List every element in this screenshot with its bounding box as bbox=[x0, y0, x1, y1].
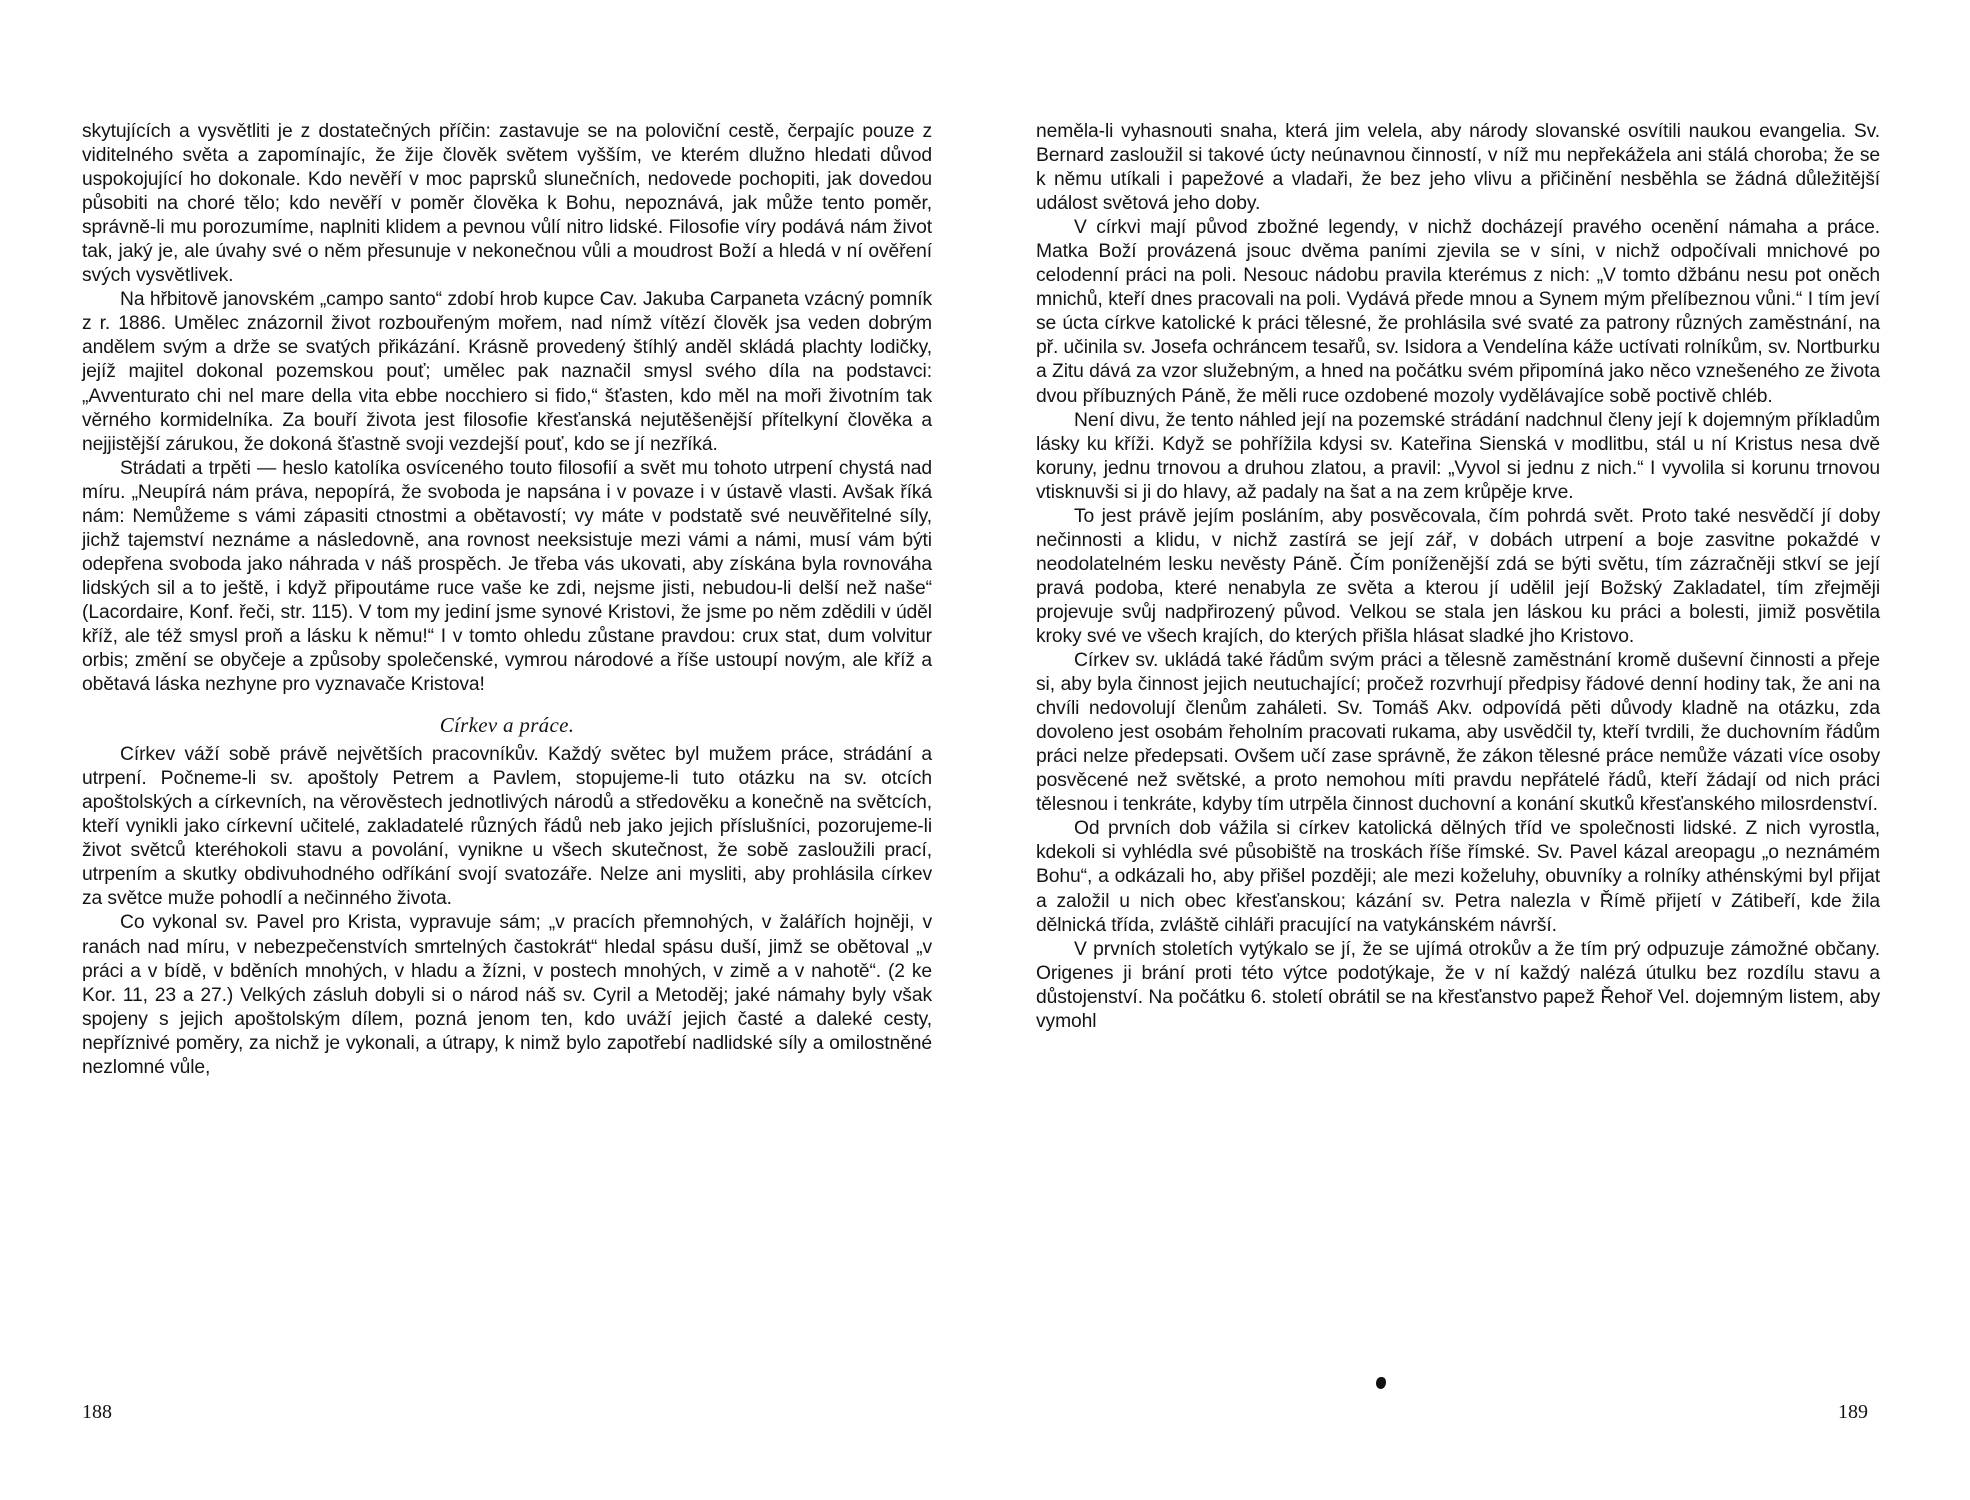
paragraph: Církev váží sobě právě největších pracovníkův. Každý světec byl mužem práce, strádání a utrpení. Počneme-li sv. apoštoly Petrem a Pavlem, stopujeme-li tuto otázku na sv. otcích apoštolských a církevních, na věrověstech jednotlivých národů a středověku a konečně na světcích, kteří vynikli jako církevní učitelé, zakladatelé různých řádů neb jako jejich příslušníci, pozorujeme-li život světců kteréhokoli stavu a povolání, vynikne u všech skutečnost, že sobě zasloužili prací, utrpením a skutky obdivuhodného odříkání svojí svatozáře. Nelze ani mysliti, aby prohlásila církev za světce muže pohodlí a nečinného života. bbox=[82, 744, 932, 910]
paragraph: V prvních stoletích vytýkalo se jí, že se ujímá otrokův a že tím prý odpuzuje zámožné občany. Origenes ji brání proti této výtce podotýkaje, že v ní každý nalézá útulku bez rozdílu stavu a důstojenství. Na počátku 6. století obrátil se na křesťanstvo papež Řehoř Vel. dojemným listem, aby vymohl bbox=[1036, 938, 1880, 1032]
paragraph: Od prvních dob vážila si církev katolická dělných tříd ve společnosti lidské. Z nich vyrostla, kdekoli si vyhlédla své působiště na troskách říše římské. Sv. Pavel kázal areopagu „o neznámém Bohu“, a odkázali ho, aby přišel později; ale mezi koželuhy, obuvníky a rolníky athénskými byl přijat a založil u nich obec křesťanskou; kázání sv. Petra nalezla v Římě přijetí v Zátibeří, kde žila dělnická třída, zvláště cihláři pracující na vatykánském návrší. bbox=[1036, 818, 1880, 936]
paragraph: Na hřbitově janovském „campo santo“ zdobí hrob kupce Cav. Jakuba Carpaneta vzácný pomník z r. 1886. Umělec znázornil život rozbouřeným mořem, nad nímž vítězí člověk jsa veden dobrým andělem svým a drže se svatých přikázání. Krásně provedený štíhlý anděl skládá plachty lodičky, jejíž majitel dokonal pozemskou pouť; umělec pak naznačil smysl svého díla na podstavci: „Avventurato chi nel mare della vita ebbe nocchiero si fido,“ šťasten, kdo měl na moři životním tak věrného kormidelníka. Za bouří života jest filosofie křesťanská nejutěšenější přítelkyní člověka a nejjistější zárukou, že dokoná šťastně svoji vezdejší pouť, kdo se jí nezříká. bbox=[82, 289, 932, 455]
paragraph: V církvi mají původ zbožné legendy, v nichž docházejí pravého ocenění námaha a práce. Matka Boží provázená jsouc dvěma paními zjevila se v síni, v nichž odpočívali mnichové po celodenní práci na poli. Nesouc nádobu pravila kterémus z nich: „V tomto džbánu nesu pot oněch mnichů, kteří dnes pracovali na poli. Vydává přede mnou a Synem mým přelíbeznou vůni.“ I tím jeví se úcta církve katolické k práci tělesné, že prohlásila své svaté za patrony různých zaměstnání, na př. učinila sv. Josefa ochráncem tesařů, sv. Isidora a Vendelína káže uctívati rolníkům, sv. Nortburku a Zitu dává za vzor služebným, a hned na počátku svém připomíná jako něco vznešeného ze života dvou příbuzných Páně, že měli ruce ozdobené mozoly vydělávajíce sobě poctivě chléb. bbox=[1036, 217, 1880, 407]
page-number: 189 bbox=[1838, 1401, 1868, 1423]
paragraph: To jest právě jejím posláním, aby posvěcovala, čím pohrdá svět. Proto také nesvědčí jí doby nečinnosti a klidu, v nichž zastírá se její zář, v dobách utrpení a boje zasvitne pokaždé v neodolatelném lesku nevěsty Páně. Čím poníženější zdá se býti světu, tím zázračněji stkví se její pravá podoba, které nenabyla ze světa a kterou jí udělil její Božský Zakladatel, tím zřejměji projevuje svůj nadpřirozený původ. Velkou se stala jen láskou ku práci a bolesti, jimiž posvětila kroky své ve všech krajích, do kterých přišla hlásat sladké jho Kristovo. bbox=[1036, 505, 1880, 647]
paragraph: Církev sv. ukládá také řádům svým práci a tělesně zaměstnání kromě duševní činnosti a přeje si, aby byla činnost jejich neutuchající; pročež rozvrhují předpisy řádové denní hodiny tak, že ani na chvíli nedovolují členům zaháleti. Sv. Tomáš Akv. odpovídá pěti důvody kladně na otázku, zda dovoleno jest osobám řeholním pracovati rukama, aby usvědčil ty, kteří tvrdili, že duchovním řádům práci nelze předepsati. Ovšem učí zase správně, že zákon tělesné práce nemůže vázati více osoby posvěcené než světské, a proto nemohou míti pravdu nepřátelé řádů, kteří žádají od nich práci tělesnou i tenkráte, kdyby tím utrpěla činnost duchovní a konání skutků křesťanského milosrdenství. bbox=[1036, 650, 1880, 816]
right-text-column bbox=[1036, 120, 1880, 1034]
section-heading: Církev a práce. bbox=[439, 713, 575, 738]
left-text-column bbox=[82, 120, 932, 1080]
paragraph: Strádati a trpěti — heslo katolíka osvíceného touto filosofií a svět mu tohoto utrpení chystá nad míru. „Neupírá nám práva, nepopírá, že svoboda je napsána i v povaze i v ústavě vlasti. Avšak říká nám: Nemůžeme s vámi zápasiti ctnostmi a obětavostí; vy máte v podstatě své neuvěřitelné síly, jichž tajemství neznáme a následovně, ana rovnost neeksistuje mezi vámi a námi, musí vám býti odepřena svoboda jako náhrada v náš prospěch. Je třeba vás ukovati, aby získána byla rovnováha lidských sil a to ještě, i když připoutáme ruce vaše ke zdi, nejsme jisti, nebudou-li delší než naše“ (Lacordaire, Konf. řeči, str. 115). V tom my jediní jsme synové Kristovi, že jsme po něm zdědili v úděl kříž, ale též smysl proň a lásku k němu!“ I v tomto ohledu zůstane pravdou: crux stat, dum volvitur orbis; změní se obyčeje a způsoby společenské, vymrou národové a říše ustoupí novým, ale kříž a obětavá láska nezhyne pro vyznavače Kristova! bbox=[82, 457, 932, 696]
paragraph: skytujících a vysvětliti je z dostatečných příčin: zastavuje se na poloviční cestě, čerpajíc pouze z viditelného světa a zapomínajíc, že žije člověk světem vyšším, ve kterém dlužno hledati důvod uspokojující ho dokonale. Kdo nevěří v moc paprsků slunečních, nedovede pochopiti, jak dovedou působiti na choré tělo; kdo nevěří v poměr člověka k Bohu, nepoznává, jak může tento poměr, správně-li mu porozumíme, naplniti klidem a pevnou vůlí nitro lidské. Filosofie víry podává nám život tak, jaký je, ale úvahy své o něm přesunuje v nekonečnou vůli a moudrost Boží a hledá v ní ověření svých vysvětlivek. bbox=[82, 121, 932, 287]
paragraph: Není divu, že tento náhled její na pozemské strádání nadchnul členy její k dojemným příkladům lásky ku kříži. Když se pohřížila kdysi sv. Kateřina Sienská v modlitbu, stál u ní Kristus nesa dvě koruny, jednu trnovou a druhou zlatou, a pravil: „Vyvol si jednu z nich.“ I vyvolila si korunu trnovou vtisknuvši si ji do hlavy, až padaly na šat a na zem krůpěje krve. bbox=[1036, 409, 1880, 503]
page-number: 188 bbox=[82, 1401, 112, 1423]
right-page bbox=[985, 0, 1970, 1500]
paragraph: Co vykonal sv. Pavel pro Krista, vypravuje sám; „v pracích přemnohých, v žalářích hojněji, v ranách nad míru, v nebezpečenstvích smrtelných častokrát“ hledal spásu duší, jimž se obětoval „v práci a v bídě, v bděních mnohých, v hladu a žízni, v postech mnohých, v zimě a v nahotě“. (2 ke Kor. 11, 23 a 27.) Velkých zásluh dobyli si o národ náš sv. Cyril a Metoděj; jaké námahy byly však spojeny s jejich apoštolským dílem, pozná jenom ten, kdo uváží jejich časté a daleké cesty, nepříznivé poměry, za nichž je vykonali, a útrapy, k nimž bylo zapotřebí nadlidské síly a omilostněné nezlomné vůle, bbox=[82, 912, 932, 1078]
paragraph: neměla-li vyhasnouti snaha, která jim velela, aby národy slovanské osvítili naukou evangelia. Sv. Bernard zasloužil si takové úcty neúnavnou činností, v níž mu nepřekážela ani stálá choroba; že se k němu utíkali i papežové a vladaři, že bez jeho vlivu a přičinění nesběhla se žádná důležitější událost světová jeho doby. bbox=[1036, 121, 1880, 215]
ink-blot-mark bbox=[1376, 1377, 1386, 1389]
